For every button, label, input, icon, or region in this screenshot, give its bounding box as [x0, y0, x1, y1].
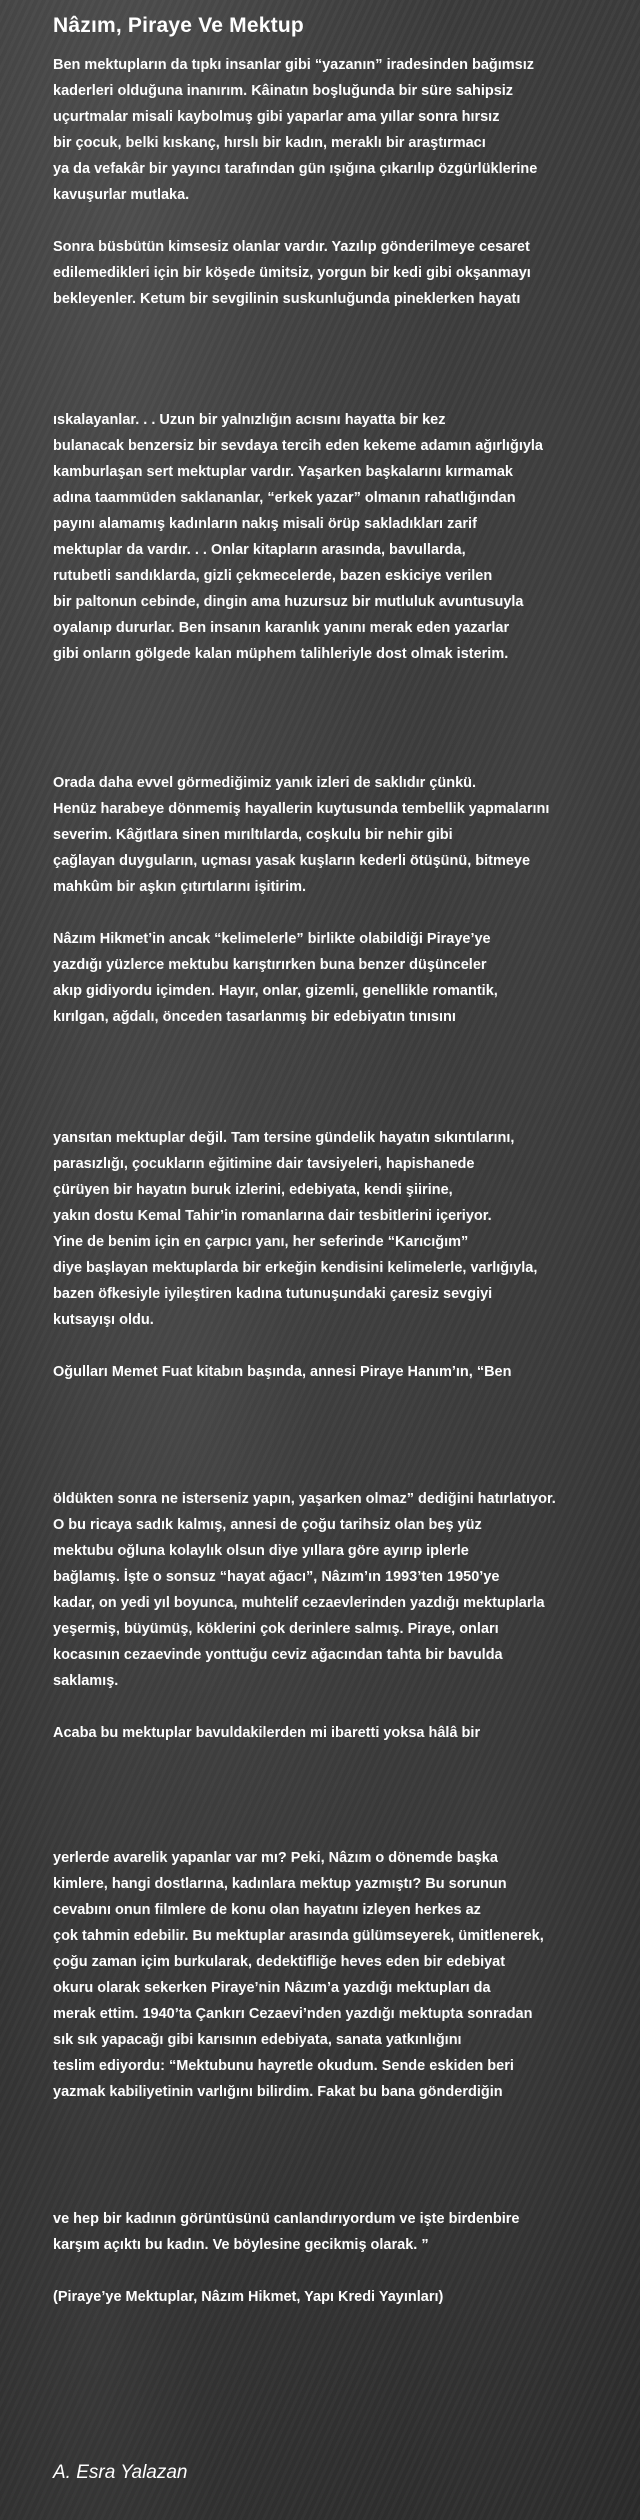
paragraph-gap: [53, 2258, 628, 2284]
text-line: bağlamış. İşte o sonsuz “hayat ağacı”, Nâzım’ın 1993’ten 1950’ye: [53, 1569, 500, 1585]
text-block-4: [53, 1125, 628, 1385]
text-line: çürüyen bir hayatın buruk izlerini, edebiyata, kendi şiirine,: [53, 1182, 453, 1198]
text-line: kutsayışı oldu.: [53, 1312, 154, 1328]
text-line: mahkûm bir aşkın çıtırtılarını işitirim.: [53, 879, 307, 895]
text-line: Acaba bu mektuplar bavuldakilerden mi ibaretti yoksa hâlâ bir: [53, 1725, 481, 1741]
text-line: kırılgan, ağdalı, önceden tasarlanmış bir edebiyatın tınısını: [53, 1009, 456, 1025]
text-line: kaderleri olduğuna inanırım. Kâinatın boşluğunda bir süre sahipsiz: [53, 83, 514, 99]
text-line: yakın dostu Kemal Tahir’in romanlarına dair tesbitlerini içeriyor.: [53, 1208, 492, 1224]
text-line: Yine de benim için en çarpıcı yanı, her seferinde “Karıcığım”: [53, 1234, 469, 1250]
text-line: öldükten sonra ne isterseniz yapın, yaşarken olmaz” dediğini hatırlatıyor.: [53, 1491, 556, 1507]
text-line: Oğulları Memet Fuat kitabın başında, annesi Piraye Hanım’ın, “Ben: [53, 1364, 512, 1380]
text-line: Ben mektupların da tıpkı insanlar gibi “yazanın” iradesinden bağımsız: [53, 57, 535, 73]
text-line: kimlere, hangi dostlarına, kadınlara mektup yazmıştı? Bu sorunun: [53, 1876, 507, 1892]
text-line: adına taammüden saklananlar, “erkek yazar” olmanın rahatlığından: [53, 490, 516, 506]
text-line: bekleyenler. Ketum bir sevgilinin suskunluğunda pineklerken hayatı: [53, 291, 521, 307]
text-line: kamburlaşan sert mektuplar vardır. Yaşarken başkalarını kırmamak: [53, 464, 513, 480]
text-line: merak ettim. 1940’ta Çankırı Cezaevi’nden yazdığı mektupta sonradan: [53, 2006, 533, 2022]
text-line: bazen öfkesiyle iyileştiren kadına tutunuşundaki çaresiz sevgiyi: [53, 1286, 493, 1302]
text-block-5: [53, 1486, 628, 1746]
text-line: gibi onların gölgede kalan müphem talihleriyle dost olmak isterim.: [53, 646, 509, 662]
text-line: parasızlığı, çocukların eğitimine dair tavsiyeleri, hapishanede: [53, 1156, 475, 1172]
text-line: kadar, on yedi yıl boyunca, muhtelif cezaevlerinden yazdığı mektuplarla: [53, 1595, 545, 1611]
text-line: kavuşurlar mutlaka.: [53, 187, 190, 203]
text-line: Sonra büsbütün kimsesiz olanlar vardır. Yazılıp gönderilmeye cesaret: [53, 239, 530, 255]
text-line: bir çocuk, belki kıskanç, hırslı bir kadın, meraklı bir araştırmacı: [53, 135, 486, 151]
text-line: Orada daha evvel görmediğimiz yanık izleri de saklıdır çünkü.: [53, 775, 477, 791]
text-line: edilemedikleri için bir köşede ümitsiz, yorgun bir kedi gibi okşanmayı: [53, 265, 531, 281]
text-line: ve hep bir kadının görüntüsünü canlandırıyordum ve işte birdenbire: [53, 2211, 520, 2227]
paragraph-gap: [53, 900, 628, 926]
text-line: (Piraye’ye Mektuplar, Nâzım Hikmet, Yapı Kredi Yayınları): [53, 2289, 444, 2305]
text-block-6: [53, 1845, 628, 2105]
text-block-3: [53, 770, 628, 1030]
text-line: çok tahmin edebilir. Bu mektuplar arasında gülümseyerek, ümitlenerek,: [53, 1928, 544, 1944]
text-line: O bu ricaya sadık kalmış, annesi de çoğu tarihsiz olan beş yüz: [53, 1517, 482, 1533]
text-line: bir paltonun cebinde, dingin ama huzursuz bir mutluluk avuntusuyla: [53, 594, 524, 610]
text-line: rutubetli sandıklarda, gizli çekmecelerde, bazen eskiciye verilen: [53, 568, 493, 584]
text-line: kocasının cezaevinde yonttuğu ceviz ağacından tahta bir bavulda: [53, 1647, 503, 1663]
page-title: Nâzım, Piraye Ve Mektup: [53, 14, 304, 37]
text-line: uçurtmalar misali kaybolmuş gibi yaparlar ama yıllar sonra hırsız: [53, 109, 500, 125]
text-line: teslim ediyordu: “Mektubunu hayretle okudum. Sende eskiden beri: [53, 2058, 514, 2074]
text-line: mektuplar da vardır. . . Onlar kitapların arasında, bavullarda,: [53, 542, 466, 558]
text-line: okuru olarak sekerken Piraye’nin Nâzım’a yazdığı mektupları da: [53, 1980, 491, 1996]
paragraph-gap: [53, 1333, 628, 1359]
text-line: çoğu zaman içim burkularak, dedektifliğe heves eden bir edebiyat: [53, 1954, 506, 1970]
text-line: karşım açıktı bu kadın. Ve böylesine gecikmiş olarak. ”: [53, 2237, 429, 2253]
text-line: oyalanıp dururlar. Ben insanın karanlık yanını merak eden yazarlar: [53, 620, 510, 636]
text-line: diye başlayan mektuplarda bir erkeğin kendisini kelimelerle, varlığıyla,: [53, 1260, 538, 1276]
text-line: yerlerde avarelik yapanlar var mı? Peki, Nâzım o dönemde başka: [53, 1850, 498, 1866]
text-line: akıp gidiyordu içimden. Hayır, onlar, gizemli, genellikle romantik,: [53, 983, 498, 999]
text-line: çağlayan duyguların, uçması yasak kuşların kederli ötüşünü, bitmeye: [53, 853, 531, 869]
text-line: mektubu oğluna kolaylık olsun diye yıllara göre ayırıp iplerle: [53, 1543, 469, 1559]
text-line: saklamış.: [53, 1673, 119, 1689]
text-block-2: [53, 407, 628, 667]
text-line: sık sık yapacağı gibi karısının edebiyata, sanata yatkınlığını: [53, 2032, 462, 2048]
text-line: severim. Kâğıtlara sinen mırıltılarda, coşkulu bir nehir gibi: [53, 827, 453, 843]
text-line: yazmak kabiliyetinin varlığını bilirdim. Fakat bu bana gönderdiğin: [53, 2084, 503, 2100]
text-line: yansıtan mektuplar değil. Tam tersine gündelik hayatın sıkıntılarını,: [53, 1130, 515, 1146]
text-line: Henüz harabeye dönmemiş hayallerin kuytusunda tembellik yapmalarını: [53, 801, 550, 817]
paragraph-gap: [53, 1694, 628, 1720]
text-line: payını alamamış kadınların nakış misali örüp sakladıkları zarif: [53, 516, 477, 532]
paragraph-gap: [53, 208, 628, 234]
author-signature: A. Esra Yalazan: [53, 2462, 188, 2483]
text-line: yeşermiş, büyümüş, köklerini çok derinlere salmış. Piraye, onları: [53, 1621, 499, 1637]
text-line: ya da vefakâr bir yayıncı tarafından gün ışığına çıkarılıp özgürlüklerine: [53, 161, 538, 177]
text-block-1: [53, 52, 628, 312]
text-block-7: [53, 2206, 628, 2310]
text-line: cevabını onun filmlere de konu olan hayatını izleyen herkes az: [53, 1902, 481, 1918]
text-line: bulanacak benzersiz bir sevdaya tercih eden kekeme adamın ağırlığıyla: [53, 438, 543, 454]
text-line: yazdığı yüzlerce mektubu karıştırırken buna benzer düşünceler: [53, 957, 487, 973]
text-line: ıskalayanlar. . . Uzun bir yalnızlığın acısını hayatta bir kez: [53, 412, 446, 428]
text-line: Nâzım Hikmet’in ancak “kelimelerle” birlikte olabildiği Piraye’ye: [53, 931, 491, 947]
